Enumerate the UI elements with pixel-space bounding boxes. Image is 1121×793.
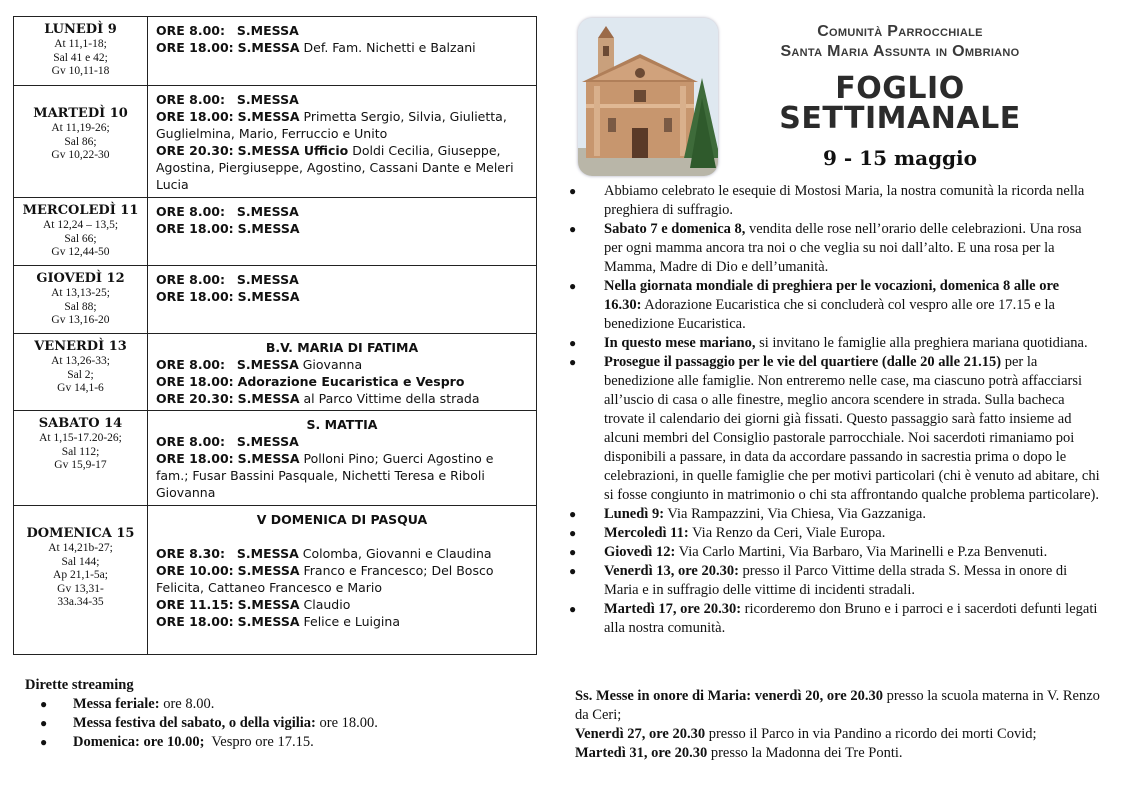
notice-item: ● Lunedì 9: Via Rampazzini, Via Chiesa, Via Gazzaniga. (569, 506, 926, 522)
day-cell (14, 506, 148, 655)
mass-entry: ORE 8.30: S.MESSA Colomba, Giovanni e Claudina (156, 546, 492, 561)
readings (14, 432, 147, 473)
readings (14, 355, 147, 396)
church-photo (578, 18, 718, 176)
mass-entry: ORE 20.30: S.MESSA al Parco Vittime della strada (156, 391, 480, 406)
notice-item: ● Nella giornata mondiale di preghiera per le vocazioni, domenica 8 alle ore 16.30: Adorazione Eucaristica che si concluderà col vespro alle ore 17.15 e la benedizione Eucaristica. (569, 278, 1060, 332)
services-cell (148, 334, 537, 411)
marian-line: Venerdì 27, ore 20.30 presso il Parco in via Pandino a ricordo dei morti Covid; (575, 726, 1037, 742)
reading: Ap 21,1-5a; (53, 569, 108, 581)
week-dates: 9 - 15 maggio (823, 146, 977, 170)
marian-line: Martedì 31, ore 20.30 presso la Madonna dei Tre Ponti. (575, 745, 903, 761)
reading: Gv 13,16-20 (51, 314, 110, 326)
title-line-2: SETTIMANALE (779, 101, 1021, 136)
services-cell (148, 198, 537, 266)
bullet-icon: ● (569, 184, 577, 198)
parish-line-1: Comunità Parrocchiale (817, 23, 983, 40)
streaming-section (25, 676, 525, 752)
reading: Sal 86; (64, 135, 97, 148)
reading: Gv 12,44-50 (51, 246, 110, 258)
mass-entry: ORE 18.00: Adorazione Eucaristica e Vespro (156, 374, 465, 389)
bullet-icon: ● (569, 545, 577, 559)
bullet-icon: ● (569, 279, 577, 293)
mass-entry: ORE 18.00: S.MESSA Def. Fam. Nichetti e Balzani (156, 40, 476, 55)
notice-item: ● Abbiamo celebrato le esequie di Mostosi Maria, la nostra comunità la ricorda nella preghiera di suffragio. (569, 183, 1085, 218)
mass-entry: ORE 8.00: S.MESSA (156, 23, 299, 38)
notice-item: ● Giovedì 12: Via Carlo Martini, Via Barbaro, Via Marinelli e P.za Benvenuti. (569, 544, 1048, 560)
reading: Gv 10,22-30 (51, 149, 110, 161)
list-item: ● Domenica: ore 10.00; Vespro ore 17.15. (40, 734, 314, 750)
reading: Sal 66; (64, 232, 97, 245)
list-item: ● Messa festiva del sabato, o della vigilia: ore 18.00. (40, 715, 378, 731)
mass-entry: ORE 20.30: S.MESSA Ufficio Doldi Cecilia, Giuseppe, Agostina, Piergiuseppe, Agostino, Cassani Dante e Meleri Lucia (156, 143, 514, 192)
reading: At 1,15-17.20-26; (39, 432, 122, 444)
list-item: ● Messa feriale: ore 8.00. (40, 696, 215, 712)
reading: Sal 2; (67, 368, 94, 381)
notices-list (560, 182, 1100, 638)
reading: At 12,24 – 13,5; (42, 219, 119, 231)
day-name: DOMENICA 15 (26, 526, 135, 541)
schedule-row (14, 411, 537, 506)
streaming-heading: Dirette streaming (25, 677, 134, 693)
bullet-icon: ● (569, 507, 577, 521)
mass-entry: ORE 11.15: S.MESSA Claudio (156, 597, 351, 612)
day-name: SABATO 14 (38, 416, 123, 431)
services-cell (148, 17, 537, 86)
notice-item: ● Sabato 7 e domenica 8, vendita delle rose nell’orario delle celebrazioni. Una rosa per ogni mamma ancora tra noi o che veglia su noi dall’alto. E una rosa per la Mamma, Madre di Dio e dell’umanità. (569, 221, 1082, 275)
marian-masses (575, 687, 1100, 763)
notice-item: ● Mercoledì 11: Via Renzo da Ceri, Viale Europa. (569, 525, 886, 541)
bullet-icon: ● (569, 336, 577, 350)
bullet-icon: ● (40, 716, 48, 730)
mass-entry: ORE 18.00: S.MESSA (156, 221, 300, 236)
reading: At 13,13-25; (51, 287, 110, 299)
schedule-row (14, 17, 537, 86)
reading: 33a.34-35 (57, 596, 104, 608)
day-cell (14, 86, 148, 198)
mass-entry: ORE 18.00: S.MESSA Felice e Luigina (156, 614, 400, 629)
reading: Gv 10,11-18 (51, 65, 110, 77)
mass-entry: ORE 18.00: S.MESSA Primetta Sergio, Silvia, Giulietta, Guglielmina, Mario, Ferruccio e Unito (156, 109, 507, 141)
mass-entry: ORE 8.00: S.MESSA (156, 272, 299, 287)
bullet-icon: ● (569, 602, 577, 616)
feast-title: V DOMENICA DI PASQUA (256, 512, 428, 527)
notice-item: ● Martedì 17, ore 20.30: ricorderemo don Bruno e i parroci e i sacerdoti defunti legati alla nostra comunità. (569, 601, 1098, 636)
reading: At 11,19-26; (51, 122, 110, 134)
bullet-icon: ● (569, 222, 577, 236)
mass-entry: ORE 18.00: S.MESSA Polloni Pino; Guerci Agostino e fam.; Fusar Bassini Pasquale, Nichetti Teresa e Riboli Giovanna (156, 451, 494, 500)
day-cell (14, 266, 148, 334)
notice-item: ● In questo mese mariano, si invitano le famiglie alla preghiera mariana quotidiana. (569, 335, 1088, 351)
readings (14, 287, 147, 328)
reading: Sal 41 e 42; (53, 51, 108, 64)
bullet-icon: ● (569, 355, 577, 369)
reading: Gv 13,31- (57, 582, 104, 595)
readings (14, 219, 147, 260)
parish-line-2: Santa Maria Assunta in Ombriano (780, 43, 1020, 60)
reading: Sal 88; (64, 300, 97, 313)
bullet-icon: ● (569, 526, 577, 540)
mass-entry: ORE 8.00: S.MESSA (156, 204, 299, 219)
bullet-icon: ● (40, 735, 48, 749)
day-cell (14, 411, 148, 506)
day-name: MARTEDÌ 10 (33, 106, 128, 121)
schedule-row (14, 266, 537, 334)
day-cell (14, 334, 148, 411)
mass-schedule-table (13, 16, 537, 655)
services-cell (148, 411, 537, 506)
readings (14, 38, 147, 79)
schedule-row (14, 198, 537, 266)
day-cell (14, 198, 148, 266)
reading: Gv 14,1-6 (57, 382, 104, 394)
reading: At 14,21b-27; (48, 542, 113, 554)
schedule-row (14, 86, 537, 198)
day-name: GIOVEDÌ 12 (36, 271, 125, 286)
schedule-row (14, 506, 537, 655)
services-cell (148, 266, 537, 334)
mass-entry: ORE 8.00: S.MESSA Giovanna (156, 357, 363, 372)
readings (14, 122, 147, 163)
day-name: LUNEDÌ 9 (44, 22, 117, 37)
day-name: MERCOLEDÌ 11 (22, 203, 139, 218)
day-cell (14, 17, 148, 86)
marian-line: Ss. Messe in onore di Maria: venerdì 20, ore 20.30 presso la scuola materna in V. Renzo da Ceri; (575, 688, 1100, 723)
reading: Sal 144; (61, 555, 100, 568)
parish-name (735, 22, 1065, 62)
reading: At 13,26-33; (51, 355, 110, 367)
mass-entry: ORE 8.00: S.MESSA (156, 92, 299, 107)
mass-entry: ORE 10.00: S.MESSA Franco e Francesco; Del Bosco Felicita, Cattaneo Francesco e Mario (156, 563, 494, 595)
bullet-icon: ● (569, 564, 577, 578)
mass-entry: ORE 8.00: S.MESSA (156, 434, 299, 449)
mass-entry: ORE 18.00: S.MESSA (156, 289, 300, 304)
notice-item: ● Venerdì 13, ore 20.30: presso il Parco Vittime della strada S. Messa in onore di Maria e in suffragio delle vittime di incidenti stradali. (569, 563, 1068, 598)
reading: Gv 15,9-17 (54, 459, 107, 471)
reading: At 11,1-18; (54, 38, 107, 50)
day-name: VENERDÌ 13 (34, 339, 127, 354)
services-cell (148, 86, 537, 198)
feast-title: S. MATTIA (306, 417, 378, 432)
readings (14, 542, 147, 610)
bullet-icon: ● (40, 697, 48, 711)
notice-item: ● Prosegue il passaggio per le vie del quartiere (dalle 20 alle 21.15) per la benedizione alle famiglie. Non entreremo nelle case, ma ciascuno potrà affacciarsi all’uscio di casa o alle finestre, meglio ancora scendere in strada. Sulla bacheca trovate il calendario dei giorni già fissati. Questo passaggio sarà fatto insieme ad alcuni membri del Consiglio pastorale parrocchiale. Noi sacerdoti rimaniamo poi disponibili a passare, in data da accordare passando in sacrestia prima o dopo le celebrazioni, in quelle famiglie che per motivi particolari (chi è venuto ad abitare, chi si fosse congiunto in matrimonio o chi sta affrontando qualche problema particolare). (569, 354, 1100, 503)
bulletin-title (735, 71, 1065, 136)
feast-title: B.V. MARIA DI FATIMA (265, 340, 419, 355)
title-line-1: FOGLIO (835, 71, 965, 106)
church-illustration (578, 18, 718, 176)
services-cell (148, 506, 537, 655)
schedule-row (14, 334, 537, 411)
reading: Sal 112; (61, 445, 100, 458)
